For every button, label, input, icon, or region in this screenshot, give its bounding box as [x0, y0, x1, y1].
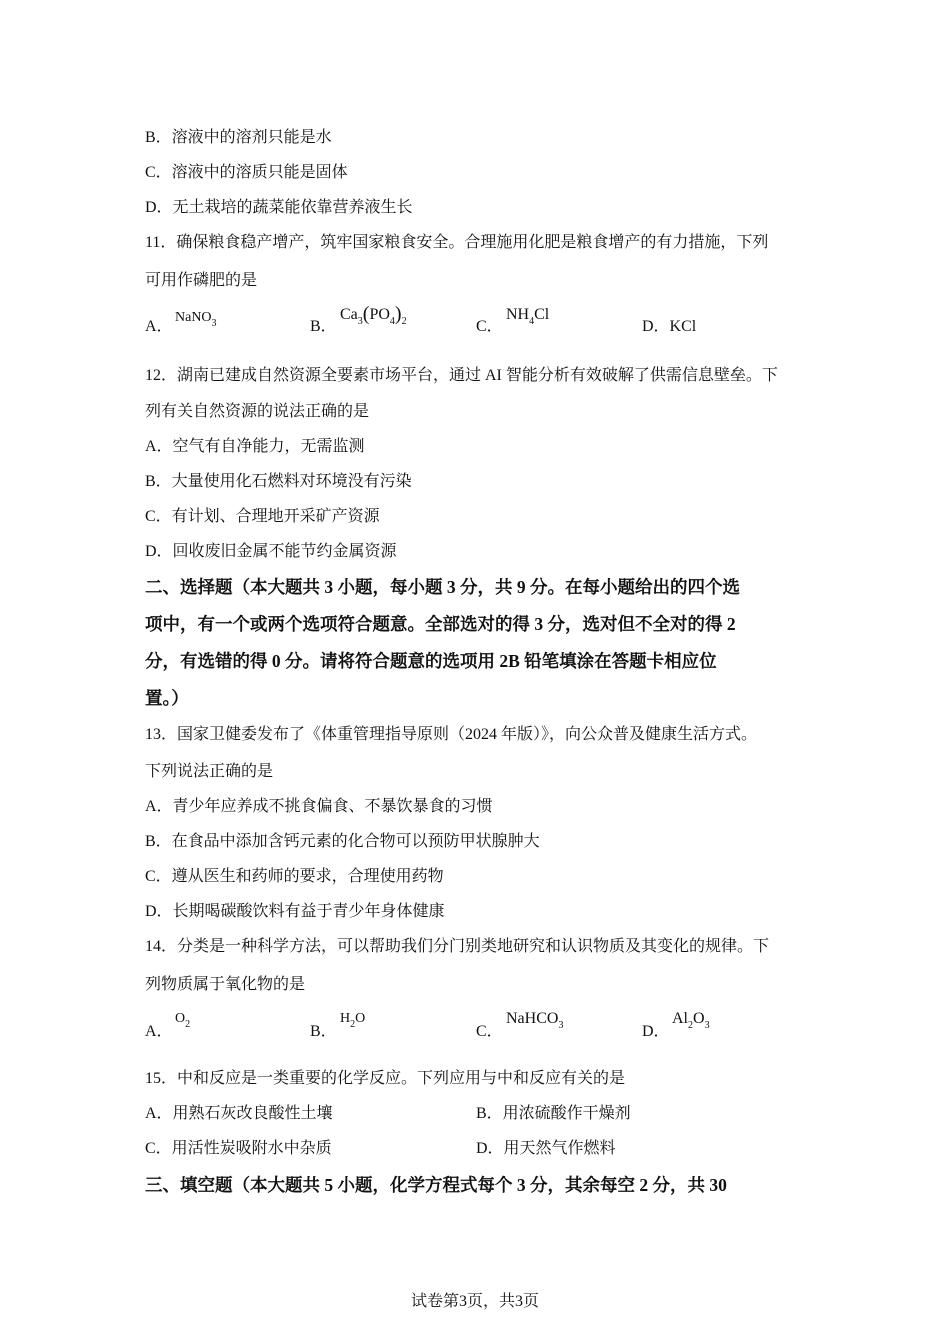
q11-option-c-formula: $NH_4Cl$	[506, 306, 550, 327]
q10-option-b: B．溶液中的溶剂只能是水	[145, 129, 332, 146]
q12-option-b: B．大量使用化石燃料对环境没有污染	[145, 473, 412, 490]
q11-option-d: D．KCl	[642, 318, 697, 335]
q11-stem-line-2: 可用作磷肥的是	[145, 272, 258, 289]
q14-option-a-formula: $O_2$	[175, 1011, 191, 1030]
q12-option-c: C．有计划、合理地开采矿产资源	[145, 508, 380, 525]
q14-stem-line-1: 14．分类是一种科学方法，可以帮助我们分门别类地研究和认识物质及其变化的规律。下	[145, 938, 770, 955]
section-2-line-2: 项中，有一个或两个选项符合题意。全部选对的得 3 分，选对但不全对的得 2	[145, 614, 736, 634]
q14-option-b-label: B．	[310, 1023, 337, 1040]
q14-option-a-label: A．	[145, 1023, 173, 1040]
q14-stem-line-2: 列物质属于氧化物的是	[145, 976, 306, 993]
q15-option-b: B．用浓硫酸作干燥剂	[476, 1105, 631, 1122]
q13-option-c: C．遵从医生和药师的要求，合理使用药物	[145, 868, 444, 885]
q15-option-a: A．用熟石灰改良酸性土壤	[145, 1105, 333, 1122]
q12-stem-line-1: 12．湖南已建成自然资源全要素市场平台，通过 AI 智能分析有效破解了供需信息壁垒。下	[145, 367, 778, 384]
q15-option-c: C．用活性炭吸附水中杂质	[145, 1140, 332, 1157]
q13-option-d: D．长期喝碳酸饮料有益于青少年身体健康	[145, 903, 445, 920]
q11-option-b-formula: $Ca_3(PO_4)_2$	[340, 303, 407, 327]
q10-option-d: D．无土栽培的蔬菜能依靠营养液生长	[145, 199, 413, 216]
q11-stem-line-1: 11．确保粮食稳产增产，筑牢国家粮食安全。合理施用化肥是粮食增产的有力措施，下列	[145, 234, 769, 251]
q12-stem-line-2: 列有关自然资源的说法正确的是	[145, 403, 370, 420]
section-2-line-3: 分，有选错的得 0 分。请将符合题意的选项用 2B 铅笔填涂在答题卡相应位	[145, 651, 717, 671]
q14-option-c-label: C．	[476, 1023, 503, 1040]
section-3-heading: 三、填空题（本大题共 5 小题，化学方程式每个 3 分，其余每空 2 分，共 30	[145, 1175, 727, 1195]
q14-option-d-label: D．	[642, 1023, 670, 1040]
q11-option-b-label: B．	[310, 318, 337, 335]
q14-option-c-formula: NaHCO$_3$	[506, 1010, 564, 1031]
q11-option-a-formula: NaNO$_3$	[175, 310, 217, 329]
q11-option-c-label: C．	[476, 318, 503, 335]
q13-option-b: B．在食品中添加含钙元素的化合物可以预防甲状腺肿大	[145, 833, 540, 850]
q14-option-b-formula: $H_2O$	[340, 1011, 366, 1030]
section-2-line-4: 置。）	[145, 688, 189, 708]
q13-stem-line-2: 下列说法正确的是	[145, 763, 274, 780]
q14-option-d-formula: $Al_2O_3$	[672, 1010, 710, 1031]
q11-option-a-label: A．	[145, 318, 173, 335]
page-footer: 试卷第3页，共3页	[410, 1293, 539, 1310]
q15-option-d: D．用天然气作燃料	[476, 1140, 616, 1157]
q12-option-a: A．空气有自净能力，无需监测	[145, 438, 365, 455]
q15-stem: 15．中和反应是一类重要的化学反应。下列应用与中和反应有关的是	[145, 1070, 626, 1087]
q13-option-a: A．青少年应养成不挑食偏食、不暴饮暴食的习惯	[145, 798, 493, 815]
q12-option-d: D．回收废旧金属不能节约金属资源	[145, 543, 397, 560]
q10-option-c: C．溶液中的溶质只能是固体	[145, 164, 348, 181]
q13-stem-line-1: 13．国家卫健委发布了《体重管理指导原则（2024 年版）》，向公众普及健康生活方式。	[145, 726, 758, 743]
section-2-line-1: 二、选择题（本大题共 3 小题，每小题 3 分，共 9 分。在每小题给出的四个选	[145, 577, 740, 597]
